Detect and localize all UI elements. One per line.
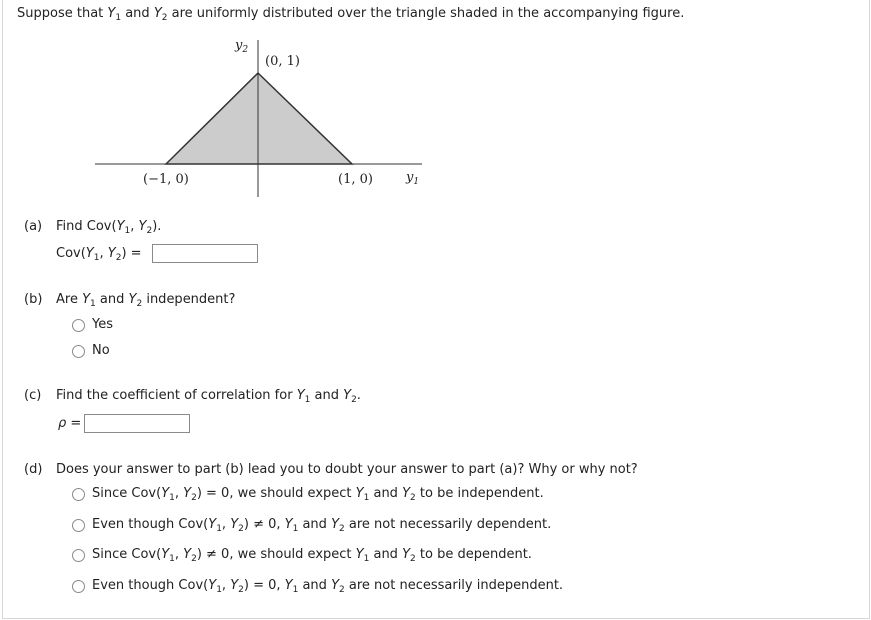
part-d-prompt: Does your answer to part (b) lead you to doubt your answer to part (a)? Why or why not? [56,462,638,477]
cov-answer-label: $Cov(Y_1$, $Y_2$) = [56,246,142,263]
radio-option-3[interactable] [72,549,85,562]
cov-answer-input[interactable] [152,244,258,263]
point-label-right: (1, 0) [338,172,373,187]
part-a-prompt: Find $Cov(Y_1$, $Y_2$). [56,219,162,236]
option-3-label[interactable]: Since $Cov(Y_1$, $Y_2) \ne 0$, we should expect $Y_1$ and $Y_2$ to be dependent. [92,547,532,564]
rho-answer-input[interactable] [84,414,190,433]
option-2-label[interactable]: Even though $Cov(Y_1$, $Y_2) \ne 0$, $Y_1$ and $Y_2$ are not necessarily dependent. [92,517,552,534]
radio-yes[interactable] [72,319,85,332]
y2-axis-label: $y_2$ [235,38,249,55]
y1-axis-label: $y_1$ [406,170,420,187]
option-no-label[interactable]: No [92,343,110,358]
part-b-prompt: Are $Y_1$ and $Y_2$ independent? [56,292,236,309]
part-d-letter: (d) [24,462,43,477]
option-yes-label[interactable]: Yes [92,317,113,332]
radio-option-2[interactable] [72,519,85,532]
rho-label: ρ = [58,416,82,431]
problem-statement: Suppose that $Y_1$ and $Y_2$ are uniformly distributed over the triangle shaded in the accompanying figure. [17,6,685,23]
point-label-left: (−1, 0) [143,172,189,187]
radio-option-4[interactable] [72,580,85,593]
part-a-letter: (a) [24,219,43,234]
part-b-letter: (b) [24,292,43,307]
part-c-letter: (c) [24,388,42,403]
point-label-top: (0, 1) [265,54,300,69]
radio-option-1[interactable] [72,488,85,501]
radio-no[interactable] [72,345,85,358]
option-4-label[interactable]: Even though $Cov(Y_1$, $Y_2) = 0$, $Y_1$ and $Y_2$ are not necessarily independent. [92,578,564,595]
option-1-label[interactable]: Since $Cov(Y_1$, $Y_2) = 0$, we should expect $Y_1$ and $Y_2$ to be independent. [92,486,544,503]
part-c-prompt: Find the coefficient of correlation for $Y_1$ and $Y_2$. [56,388,361,405]
